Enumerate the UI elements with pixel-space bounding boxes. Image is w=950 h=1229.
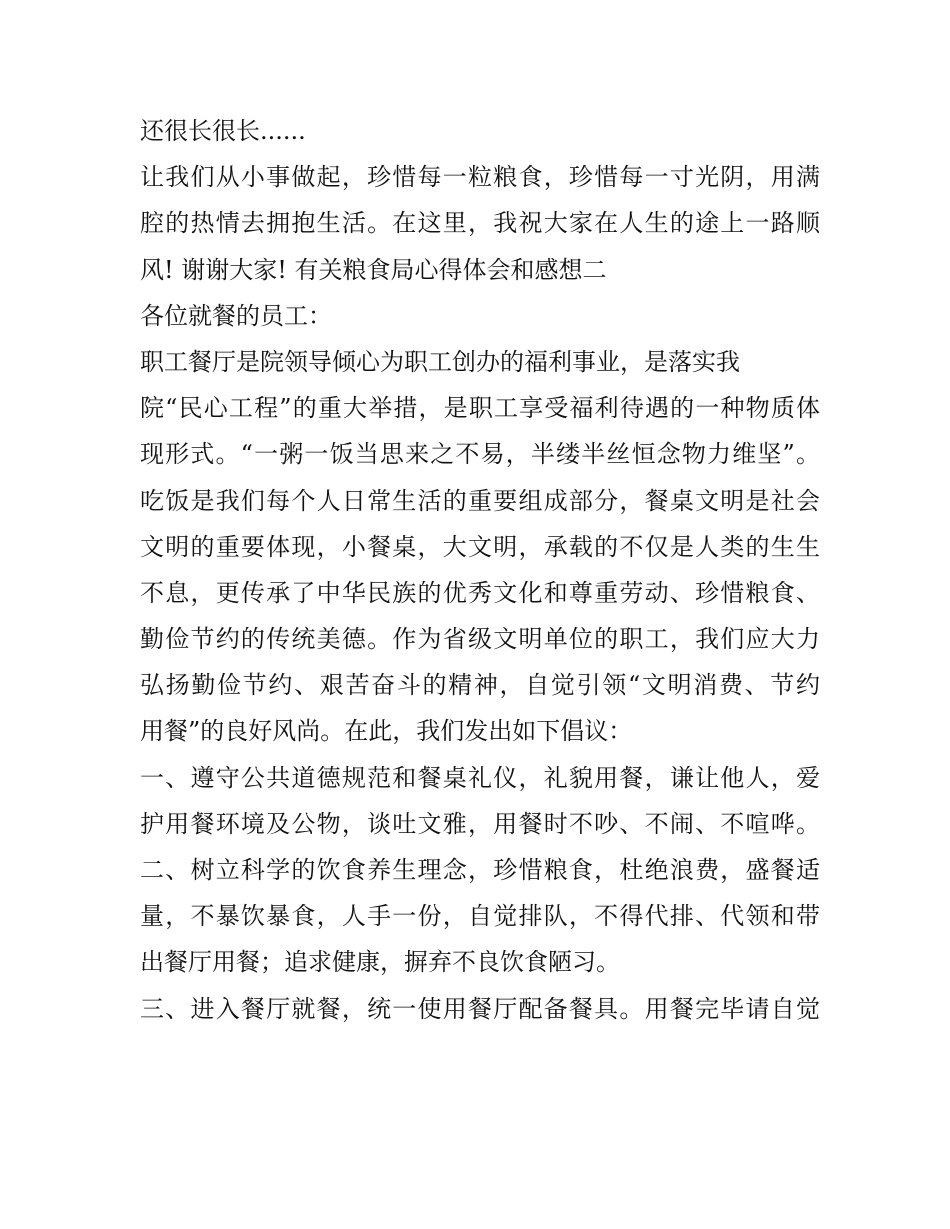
- text-line: 勤俭节约的传统美德。作为省级文明单位的职工，我们应大力: [140, 625, 820, 654]
- text-line: 让我们从小事做起，珍惜每一粒粮食，珍惜每一寸光阴，用满: [140, 163, 820, 192]
- text-line: 各位就餐的员工：: [140, 301, 332, 330]
- document-body: [140, 108, 820, 1032]
- text-line: 还很长很长......: [140, 117, 306, 145]
- text-line: 三、进入餐厅就餐，统一使用餐厅配备餐具。用餐完毕请自觉: [140, 994, 820, 1023]
- text-line: 一、遵守公共道德规范和餐桌礼仪，礼貌用餐，谦让他人，爱: [140, 763, 820, 792]
- text-line: 文明的重要体现，小餐桌，大文明，承载的不仅是人类的生生: [140, 532, 820, 561]
- text-line: 护用餐环境及公物，谈吐文雅，用餐时不吵、不闹、不喧哗。: [140, 809, 820, 838]
- text-line: 现形式。“一粥一饭当思来之不易，半缕半丝恒念物力维坚”。: [140, 440, 820, 469]
- text-line: 腔的热情去拥抱生活。在这里，我祝大家在人生的途上一路顺: [140, 209, 820, 238]
- text-line: 量，不暴饮暴食，人手一份，自觉排队，不得代排、代领和带: [140, 902, 820, 931]
- text-line: 用餐”的良好风尚。在此，我们发出如下倡议：: [140, 717, 633, 746]
- text-line: 不息，更传承了中华民族的优秀文化和尊重劳动、珍惜粮食、: [140, 578, 820, 607]
- text-line: 职工餐厅是院领导倾心为职工创办的福利事业，是落实我: [140, 347, 740, 376]
- text-line: 出餐厅用餐；追求健康，摒弃不良饮食陋习。: [140, 948, 620, 977]
- text-line: 院“民心工程”的重大举措，是职工享受福利待遇的一种物质体: [140, 394, 820, 423]
- text-line: 二、树立科学的饮食养生理念，珍惜粮食，杜绝浪费，盛餐适: [140, 856, 820, 884]
- text-line: 弘扬勤俭节约、艰苦奋斗的精神，自觉引领“文明消费、节约: [140, 671, 820, 700]
- text-line: 吃饭是我们每个人日常生活的重要组成部分，餐桌文明是社会: [140, 486, 820, 515]
- text-line: 风! 谢谢大家! 有关粮食局心得体会和感想二: [140, 255, 607, 284]
